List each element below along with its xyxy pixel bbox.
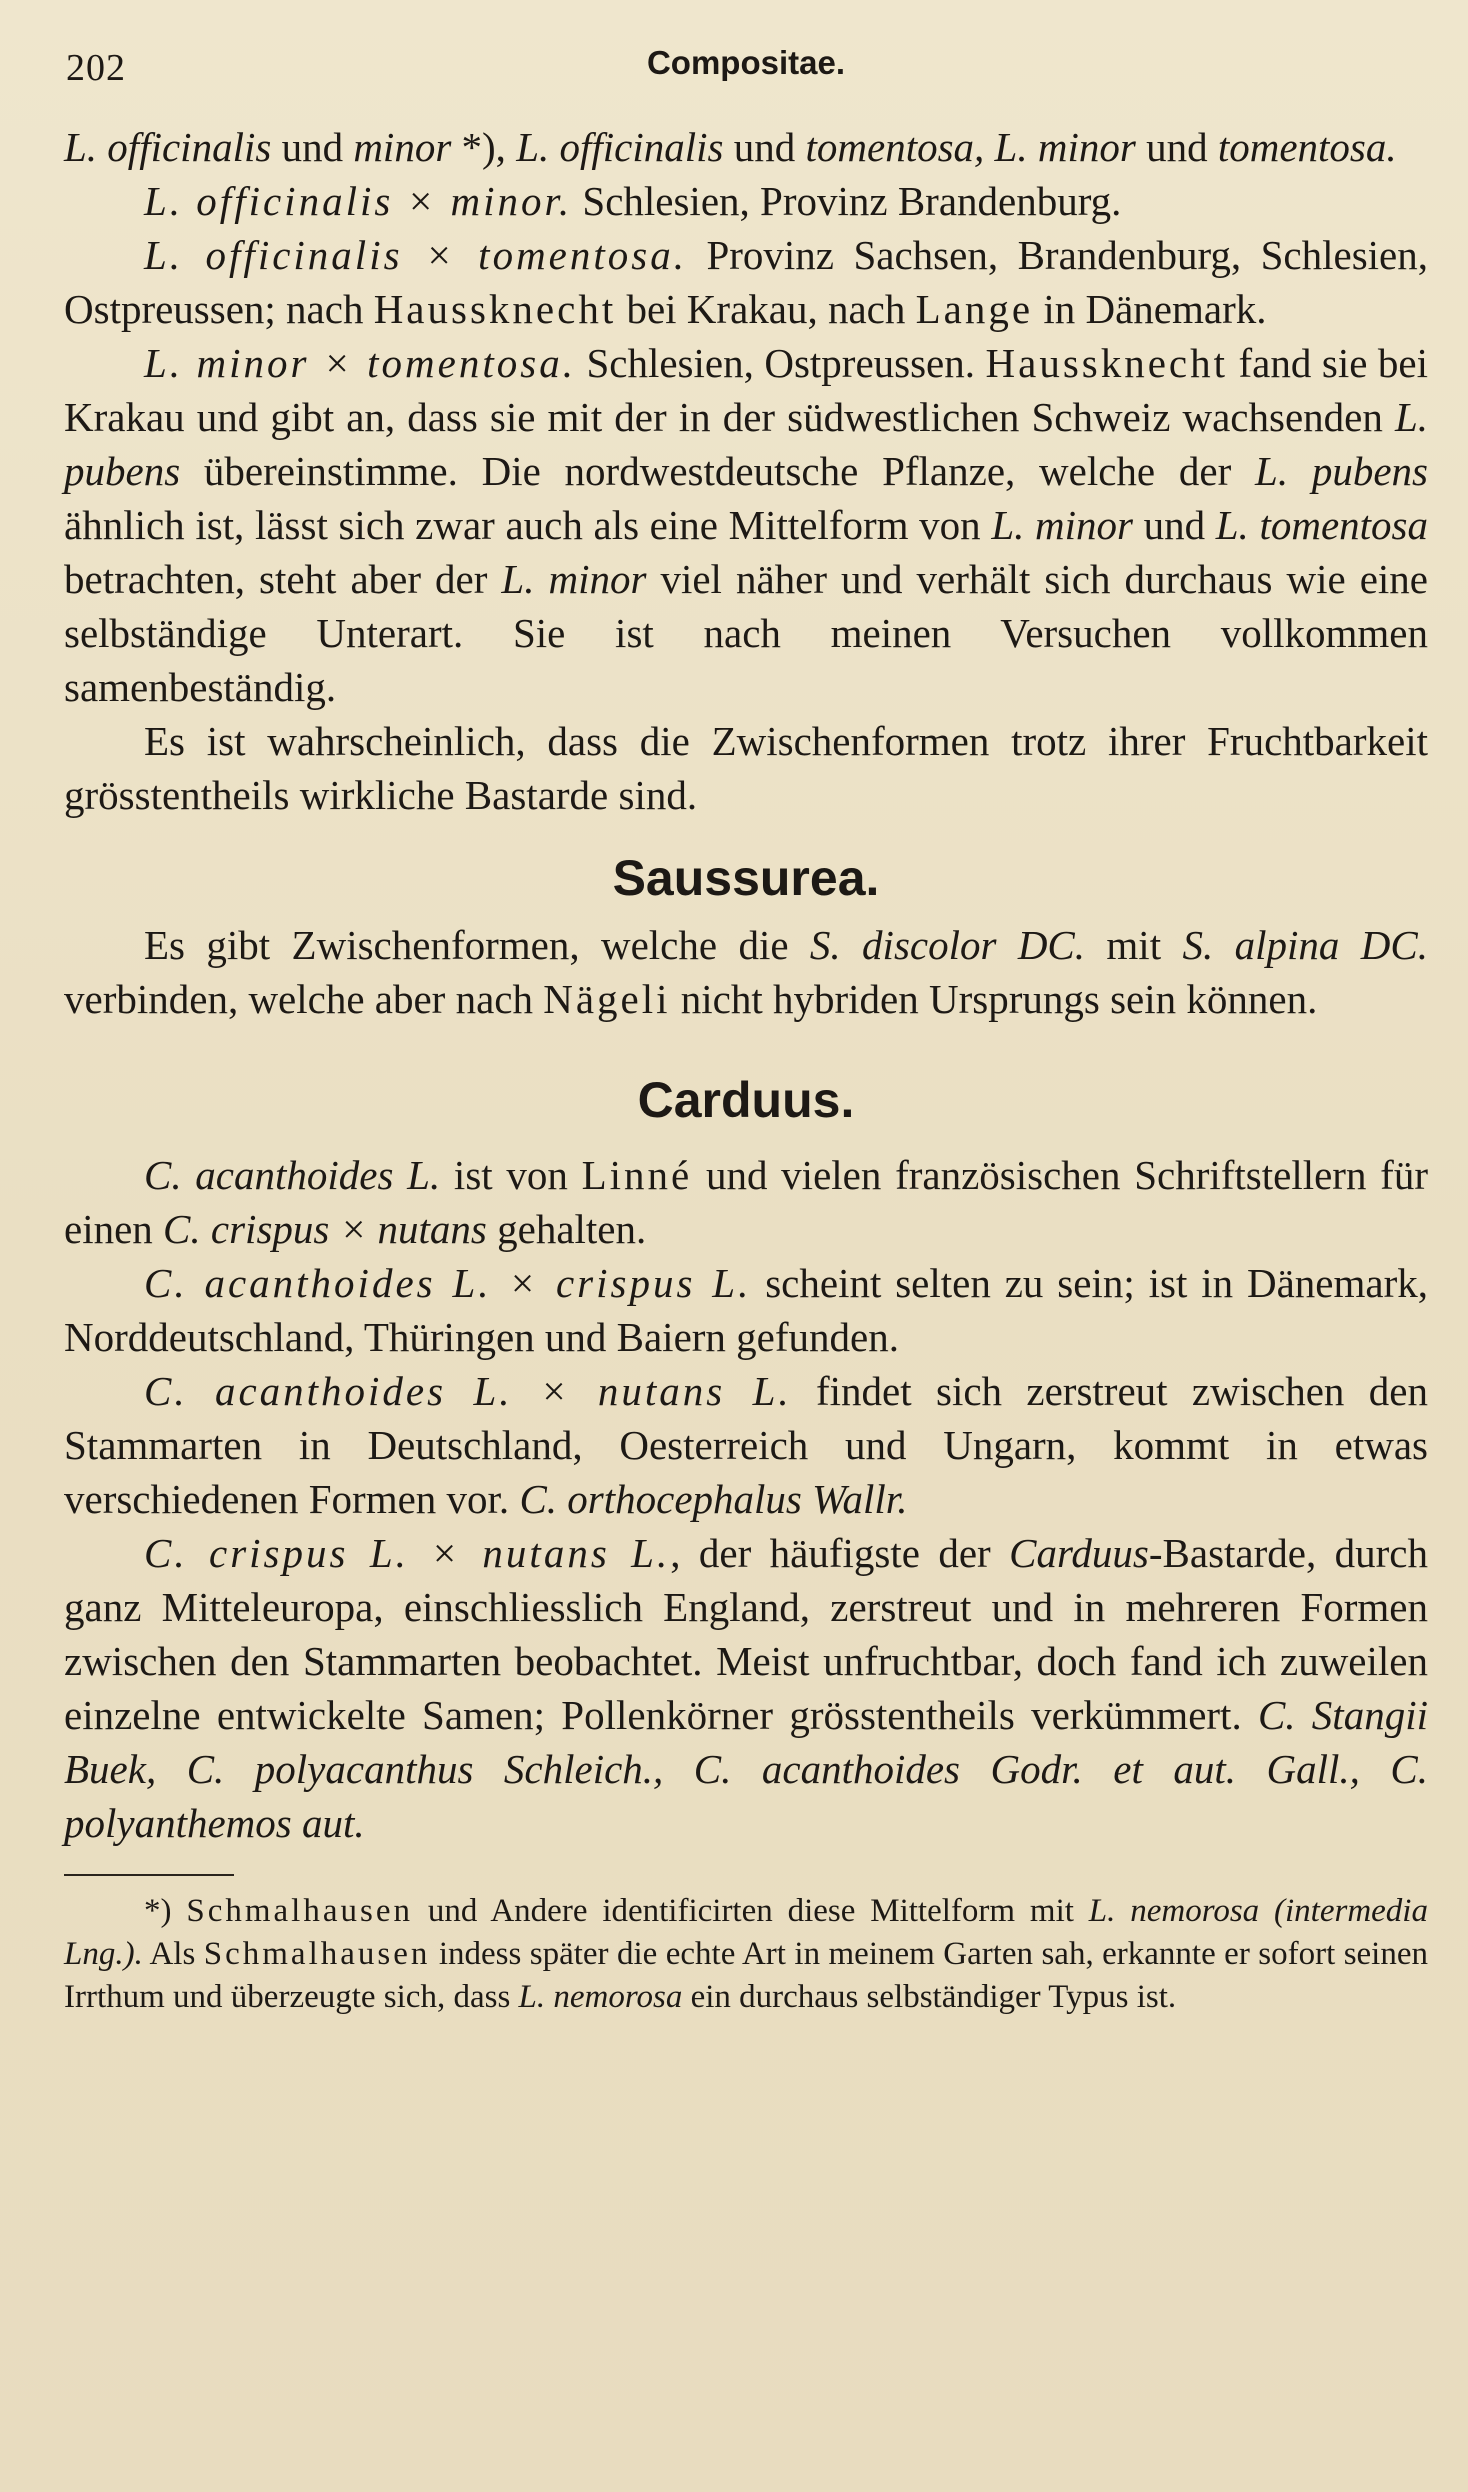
paragraph-minor-tomentosa: L. minor × tomentosa. Schlesien, Ostpreussen. Haussknecht fand sie bei Krakau und gibt an, dass sie mit der in der südwestlichen Schweiz wachsenden L. pubens übereinstimme. Die nordwestdeutsche Pflanze, welche der L. pubens ähnlich ist, lässt sich zwar auch als eine Mittelform von L. minor und L. tomentosa betrachten, steht aber der L. minor viel näher und verhält sich durchaus wie eine selbständige Unterart. Sie ist nach meinen Versuchen vollkommen samenbeständig.	[64, 340, 1429, 710]
paragraph-officinalis-tomentosa: L. officinalis × tomentosa. Provinz Sachsen, Brandenburg, Schlesien, Ostpreussen; nach Haussknecht bei Krakau, nach Lange in Dänemark.	[64, 232, 1428, 332]
running-title: Compositae.	[646, 44, 846, 81]
paragraph-acanthoides-crispus: C. acanthoides L. × crispus L. scheint selten zu sein; ist in Dänemark, Norddeutschland, Thüringen und Baiern gefunden.	[64, 1260, 1428, 1360]
paragraph-lappa-hybrids-intro: L. officinalis und minor *), L. officinalis und tomentosa, L. minor und tomentosa.	[64, 124, 1397, 170]
page-number: 202	[66, 47, 126, 89]
heading-carduus: Carduus.	[637, 1072, 855, 1128]
page-header	[66, 40, 1426, 92]
paragraph-crispus-nutans: C. crispus L. × nutans L., der häufigste der Carduus-Bastarde, durch ganz Mitteleuropa, einschliesslich England, zerstreut und in mehreren Formen zwischen den Stammarten beobachtet. Meist unfruchtbar, doch fand ich zuweilen einzelne entwickelte Samen; Pollenkörner grösstentheils verkümmert. C. Stangii Buek, C. polyacanthus Schleich., C. acanthoides Godr. et aut. Gall., C. polyanthemos aut.	[64, 1530, 1428, 1846]
footnote-divider	[64, 1874, 234, 1876]
body-text	[64, 120, 1428, 2019]
paragraph-officinalis-minor: L. officinalis × minor. Schlesien, Provinz Brandenburg.	[144, 178, 1122, 224]
paragraph-carduus-acanthoides: C. acanthoides L. ist von Linné und vielen französischen Schriftstellern für einen C. crispus × nutans gehalten.	[64, 1152, 1428, 1252]
heading-saussurea: Saussurea.	[612, 850, 880, 906]
paragraph-conclusion: Es ist wahrscheinlich, dass die Zwischenformen trotz ihrer Fruchtbarkeit grösstentheils wirkliche Bastarde sind.	[64, 718, 1428, 818]
paragraph-saussurea: Es gibt Zwischenformen, welche die S. discolor DC. mit S. alpina DC. verbinden, welche aber nach Nägeli nicht hybriden Ursprungs sein können.	[64, 922, 1428, 1022]
footnote: *) Schmalhausen und Andere identificirten diese Mittelform mit L. nemorosa (intermedia Lng.). Als Schmalhausen indess später die echte Art in meinem Garten sah, erkannte er sofort seinen Irrthum und überzeugte sich, dass L. nemorosa ein durchaus selbständiger Typus ist.	[64, 1893, 1428, 2015]
paragraph-acanthoides-nutans: C. acanthoides L. × nutans L. findet sich zerstreut zwischen den Stammarten in Deutschland, Oesterreich und Ungarn, kommt in etwas verschiedenen Formen vor. C. orthocephalus Wallr.	[64, 1368, 1428, 1522]
